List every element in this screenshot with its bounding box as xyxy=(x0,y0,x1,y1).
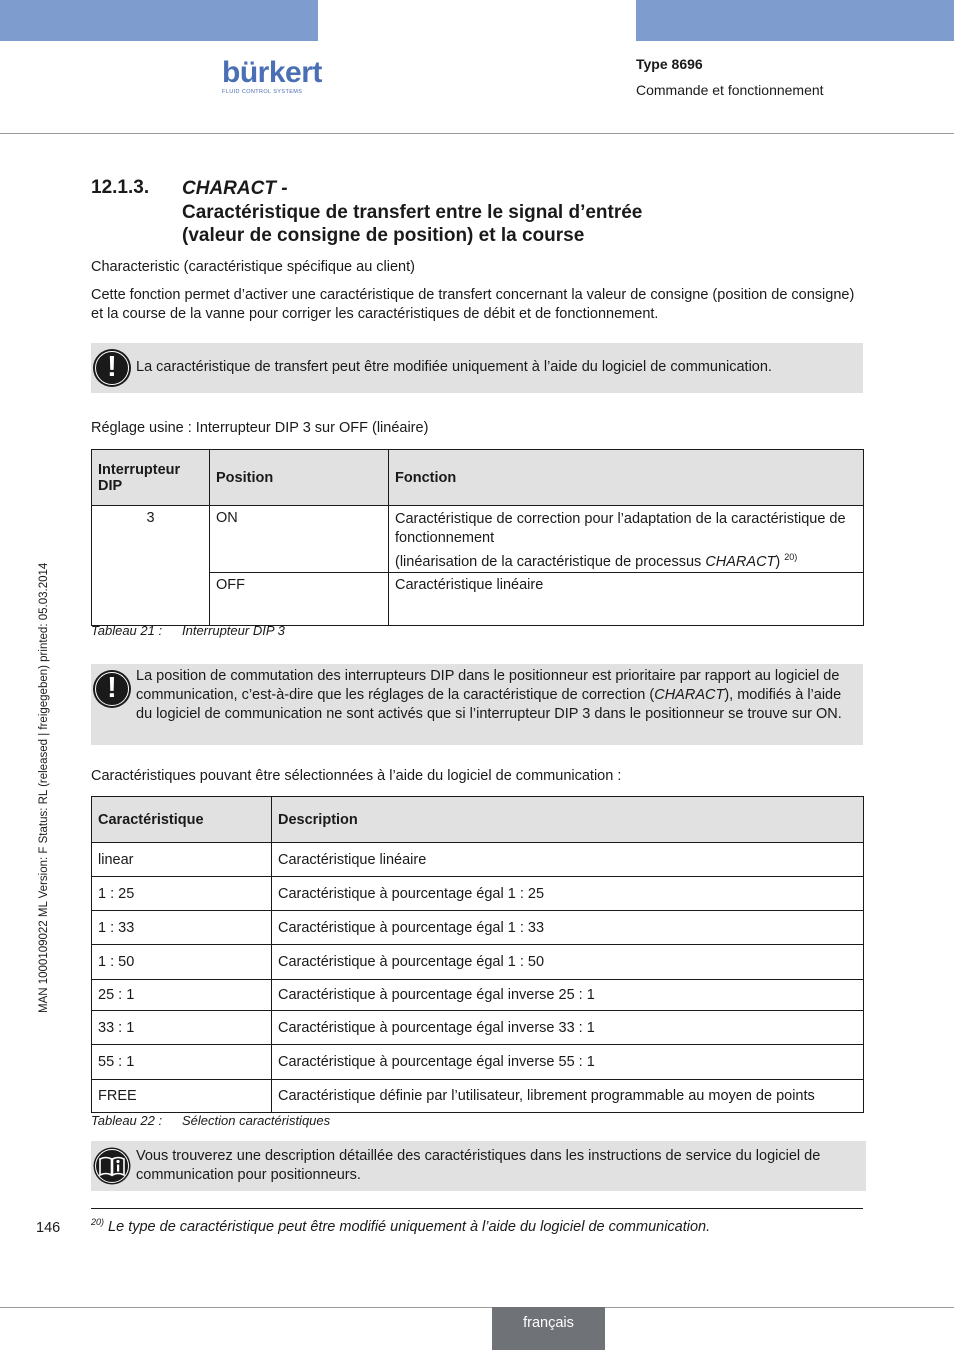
characteristic-cell: 1 : 50 xyxy=(92,945,272,980)
footnote-text: Le type de caractéristique peut être modifié uniquement à l’aide du logiciel de communication. xyxy=(108,1218,711,1235)
table-caption-21: Tableau 21 : Interrupteur DIP 3 xyxy=(91,623,285,638)
position-cell: OFF xyxy=(210,572,389,625)
description-cell: Caractéristique définie par l’utilisateur, librement programmable au moyen de points xyxy=(272,1080,864,1113)
description-cell: Caractéristique à pourcentage égal 1 : 25 xyxy=(272,877,864,911)
table-row xyxy=(92,945,864,980)
function-cell: Caractéristique linéaire xyxy=(389,572,864,625)
warning-note-1-text: La caractéristique de transfert peut être modifiée uniquement à l’aide du logiciel de communication. xyxy=(136,359,772,375)
characteristics-table xyxy=(91,796,864,1113)
paragraph-selectable: Caractéristiques pouvant être sélectionnées à l’aide du logiciel de communication : xyxy=(91,768,622,784)
table-caption-22: Tableau 22 : Sélection caractéristiques xyxy=(91,1113,331,1128)
header-bar-right xyxy=(636,0,954,41)
paragraph-function: Cette fonction permet d’activer une caractéristique de transfert concernant la valeur de consigne (position de consigne) et la course de la vanne pour corriger les caractéristiques de débit et de fonctionnement. xyxy=(91,287,855,322)
footnote xyxy=(91,1217,710,1235)
footnote-ref: 20) xyxy=(91,1217,105,1227)
section-title-line1: CHARACT - xyxy=(182,178,288,199)
table-header: Description xyxy=(272,797,864,843)
paragraph-characteristic: Characteristic (caractéristique spécifique au client) xyxy=(91,259,415,275)
description-cell: Caractéristique à pourcentage égal inverse 25 : 1 xyxy=(272,980,864,1011)
print-status-text: MAN 1000109022 ML Version: F Status: RL (released | freigegeben) printed: 05.03.2014 xyxy=(38,562,50,1013)
description-cell: Caractéristique linéaire xyxy=(272,843,864,877)
brand-tagline: FLUID CONTROL SYSTEMS xyxy=(222,89,303,95)
footnote-ref: 20) xyxy=(784,552,798,562)
warning-note-1 xyxy=(91,343,863,393)
description-cell: Caractéristique à pourcentage égal 1 : 33 xyxy=(272,911,864,945)
section-number: 12.1.3. xyxy=(91,177,150,198)
brand-name: bürkert xyxy=(222,56,322,89)
info-note xyxy=(91,1141,866,1191)
table-header: Caractéristique xyxy=(92,797,272,843)
characteristic-cell: 25 : 1 xyxy=(92,980,272,1011)
characteristic-cell: 1 : 25 xyxy=(92,877,272,911)
position-cell: ON xyxy=(210,506,389,573)
section-title-line2: Caractéristique de transfert entre le signal d’entrée xyxy=(182,201,643,223)
characteristic-cell: 33 : 1 xyxy=(92,1011,272,1045)
header-divider xyxy=(0,133,954,134)
footer-divider xyxy=(0,1307,954,1308)
doc-section: Commande et fonctionnement xyxy=(636,82,824,98)
page-number: 146 xyxy=(36,1220,61,1236)
brand-logo xyxy=(222,58,322,95)
table-row xyxy=(92,877,864,911)
warning-note-2-text: La position de commutation des interrupteurs DIP dans le positionneur est prioritaire par rapport au logiciel de communication, c’est-à-dire que les réglages de la caractéristique de correction (CHARACT), modifiés à l’aide du logiciel de communication ne sont activés que si l’interrupteur DIP 3 dans le positionneur se trouve sur ON. xyxy=(136,668,842,722)
footnote-divider xyxy=(91,1208,863,1209)
table-row xyxy=(92,843,864,877)
table-row xyxy=(92,980,864,1011)
section-title-line3: (valeur de consigne de position) et la course xyxy=(182,225,585,246)
description-cell: Caractéristique à pourcentage égal 1 : 50 xyxy=(272,945,864,980)
paragraph-factory-setting: Réglage usine : Interrupteur DIP 3 sur OFF (linéaire) xyxy=(91,420,429,436)
table-row xyxy=(92,506,864,573)
table-header: Position xyxy=(210,450,389,506)
description-cell: Caractéristique à pourcentage égal inverse 33 : 1 xyxy=(272,1011,864,1045)
characteristic-cell: 1 : 33 xyxy=(92,911,272,945)
header-bar-left xyxy=(0,0,318,41)
table-header: Fonction xyxy=(389,450,864,506)
table-row xyxy=(92,1011,864,1045)
table-header-row xyxy=(92,450,864,506)
section-title xyxy=(182,177,642,248)
warning-icon: ! xyxy=(93,349,131,387)
warning-icon: ! xyxy=(93,670,131,708)
info-note-text: Vous trouverez une description détaillée des caractéristiques dans les instructions de service du logiciel de communication pour positionneurs. xyxy=(136,1148,821,1183)
warning-note-2 xyxy=(91,664,863,745)
table-header-row xyxy=(92,797,864,843)
language-tab: français xyxy=(492,1307,605,1350)
dip-number-cell: 3 xyxy=(92,506,210,626)
description-cell: Caractéristique à pourcentage égal inverse 55 : 1 xyxy=(272,1045,864,1080)
doc-type: Type 8696 xyxy=(636,56,703,72)
characteristic-cell: FREE xyxy=(92,1080,272,1113)
manual-info-icon xyxy=(93,1147,131,1185)
table-header: Interrupteur DIP xyxy=(92,450,210,506)
table-row xyxy=(92,1080,864,1113)
function-cell: Caractéristique de correction pour l’adaptation de la caractéristique de fonctionnement (linéarisation de la caractéristique de processus CHARACT) $^{20)}$ xyxy=(389,506,864,573)
characteristic-cell: linear xyxy=(92,843,272,877)
dip-switch-table xyxy=(91,449,864,626)
table-row xyxy=(92,1045,864,1080)
table-row xyxy=(92,911,864,945)
characteristic-cell: 55 : 1 xyxy=(92,1045,272,1080)
